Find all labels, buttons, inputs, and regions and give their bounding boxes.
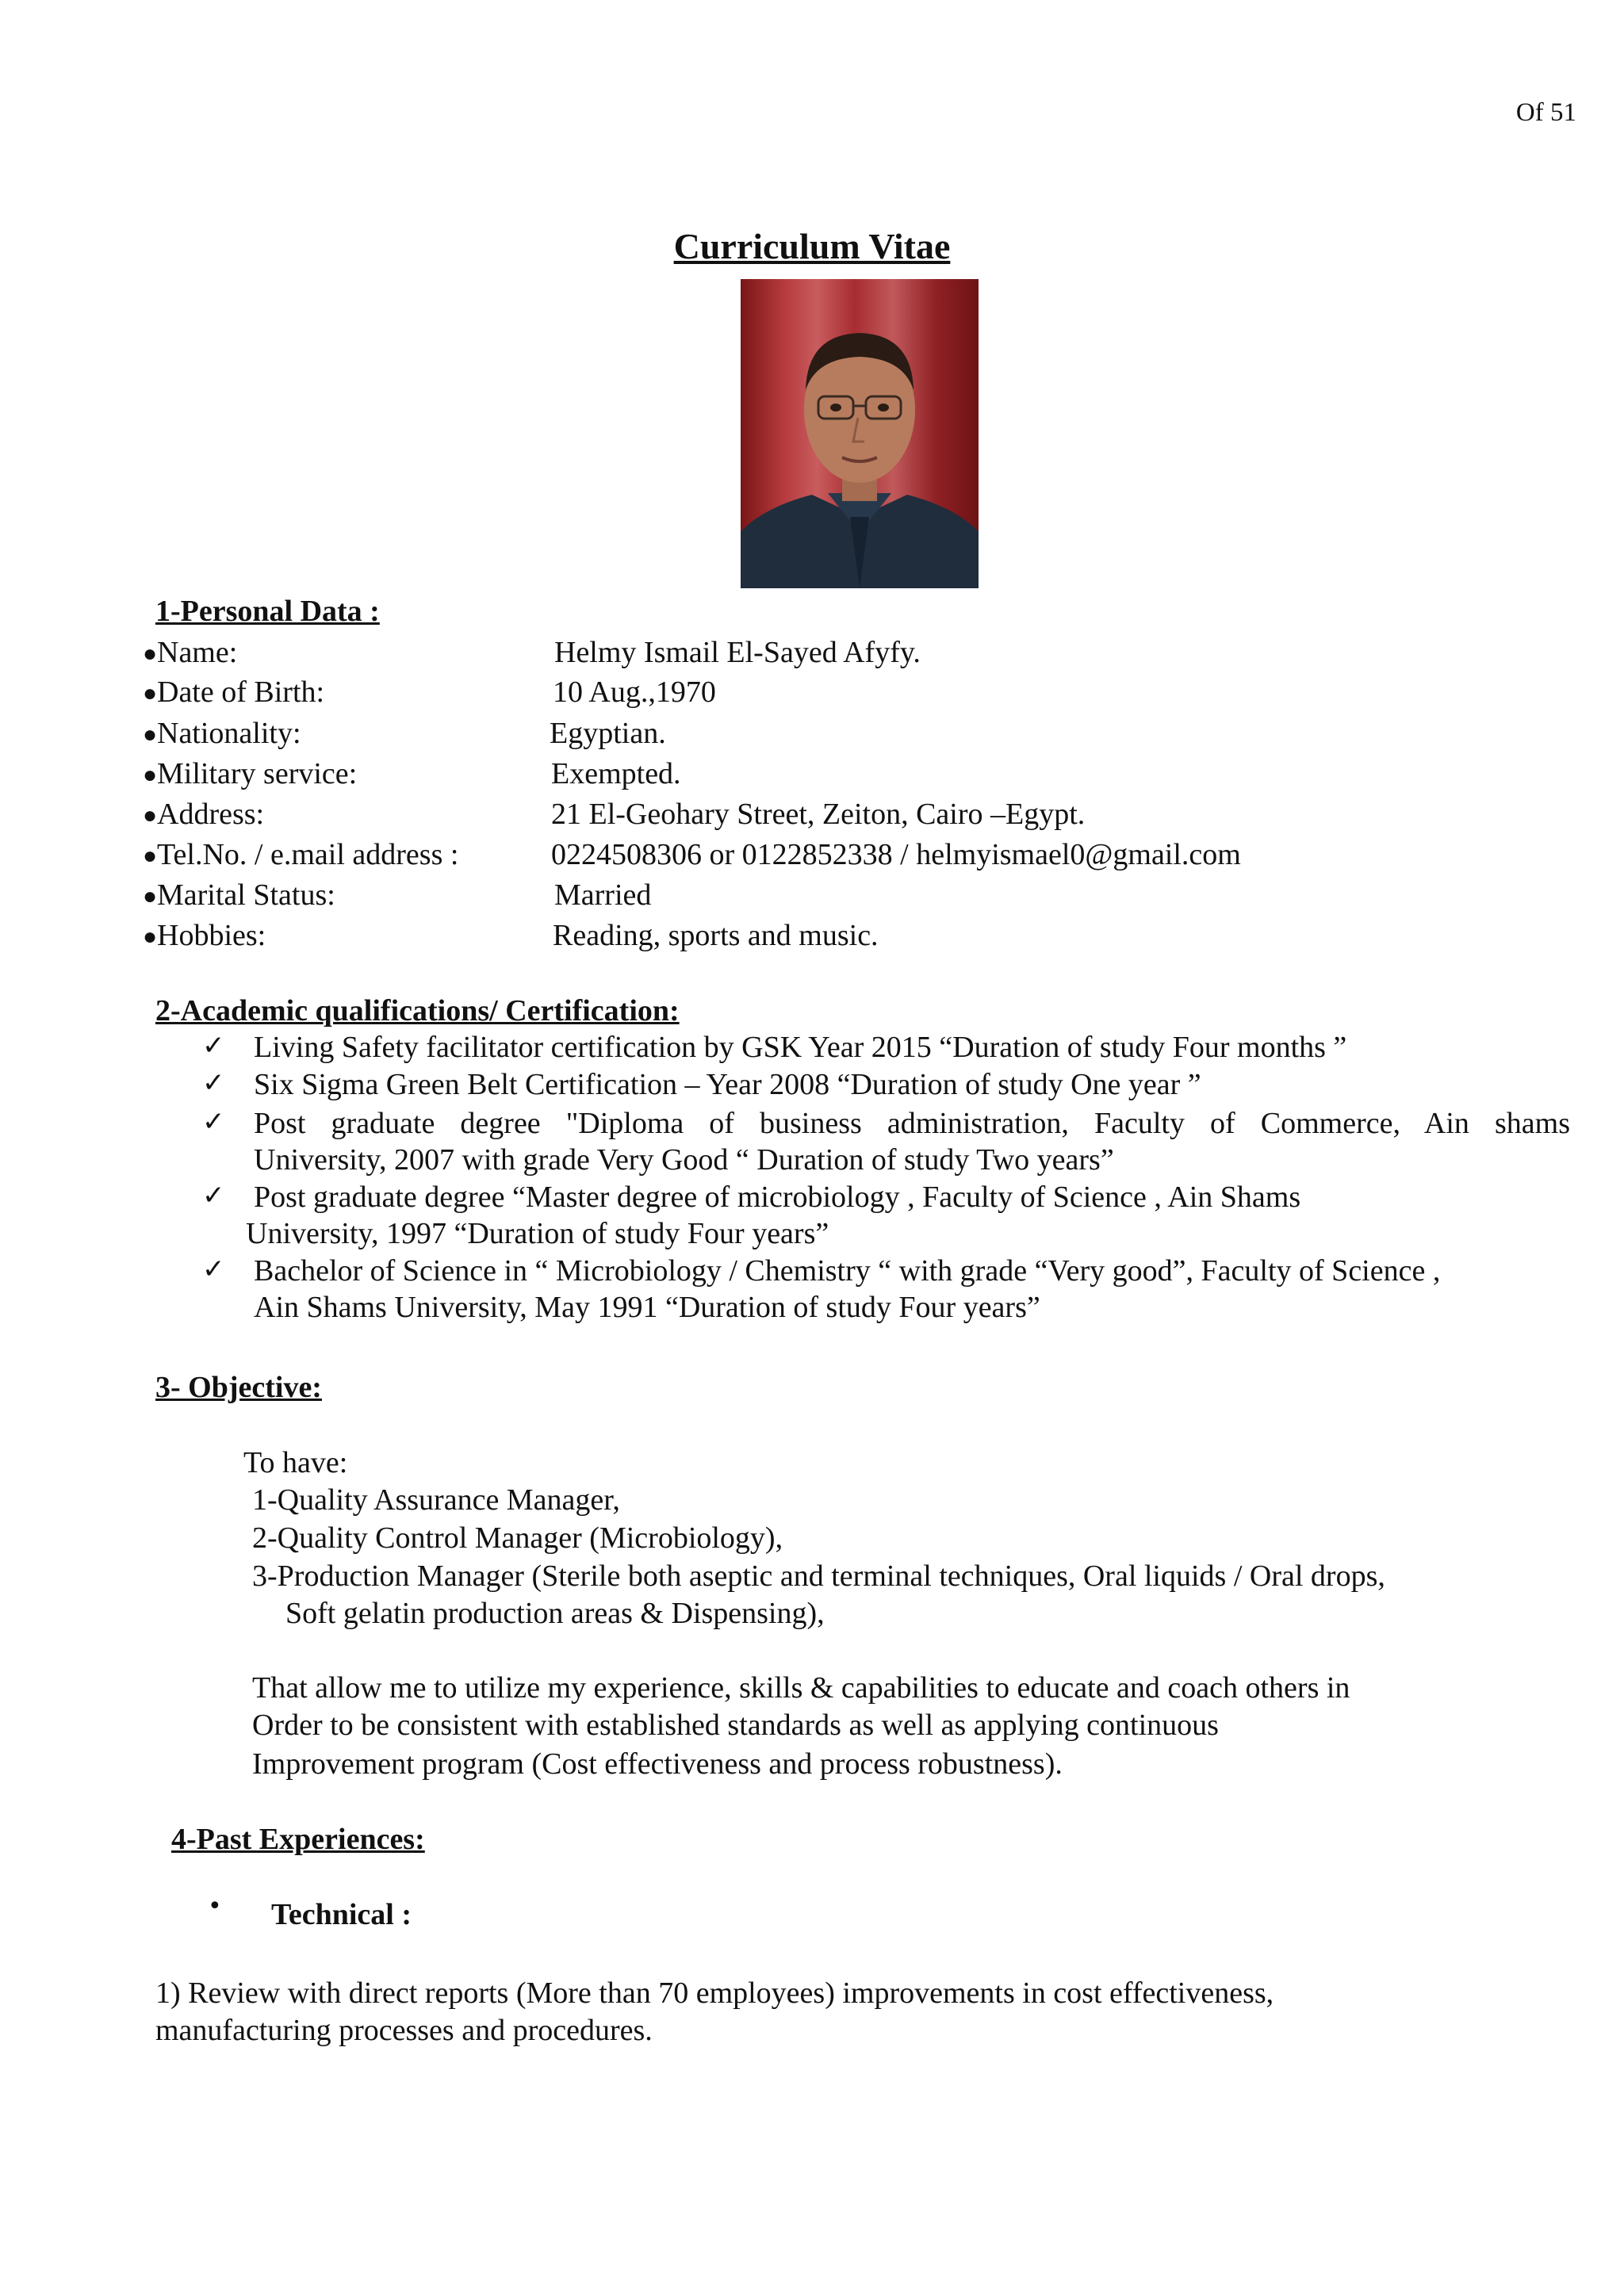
objective-paragraph-line: Order to be consistent with established standards as well as applying continuous xyxy=(252,1709,1219,1742)
personal-data-label: Address: xyxy=(157,798,265,831)
personal-data-value: Egyptian. xyxy=(550,717,666,750)
personal-data-row xyxy=(143,877,1491,916)
personal-data-label: Military service: xyxy=(157,757,358,790)
checkmark-icon: ✓ xyxy=(202,1106,225,1138)
personal-data-label: Hobbies: xyxy=(157,919,266,952)
personal-data-value: 21 El-Geohary Street, Zeiton, Cairo –Egypt. xyxy=(551,798,1086,831)
objective-item-continuation: Soft gelatin production areas & Dispensing), xyxy=(285,1597,825,1630)
past-experiences-heading: 4-Past Experiences: xyxy=(171,1823,425,1856)
personal-data-label: Name: xyxy=(157,636,238,669)
bullet-icon: ● xyxy=(143,924,158,950)
academic-item-line: Post graduate degree "Diploma of business administration, Faculty of Commerce, Ain shams xyxy=(254,1107,1570,1140)
personal-data-label: Marital Status: xyxy=(157,878,335,912)
academic-item-line: University, 1997 “Duration of study Four years” xyxy=(246,1216,829,1250)
academic-item-line: University, 2007 with grade Very Good “ Duration of study Two years” xyxy=(254,1142,1114,1177)
experience-item-line: manufacturing processes and procedures. xyxy=(155,2014,653,2047)
bullet-icon: ● xyxy=(143,762,158,788)
checkmark-icon: ✓ xyxy=(202,1030,225,1062)
bullet-icon: ● xyxy=(143,883,158,909)
bullet-icon: ● xyxy=(143,680,158,706)
academic-item-line: Post graduate degree “Master degree of microbiology , Faculty of Science , Ain Shams xyxy=(254,1181,1301,1214)
personal-data-row xyxy=(143,756,1491,795)
personal-data-row xyxy=(143,634,1491,674)
person-portrait-photo-icon xyxy=(741,279,979,588)
personal-data-row xyxy=(143,715,1491,755)
objective-item: 1-Quality Assurance Manager, xyxy=(252,1483,620,1517)
bullet-icon: • xyxy=(208,1892,222,1920)
personal-data-row xyxy=(143,836,1491,876)
personal-data-row xyxy=(143,917,1491,957)
academic-item-line: Six Sigma Green Belt Certification – Year 2008 “Duration of study One year ” xyxy=(254,1068,1201,1101)
page-title: Curriculum Vitae xyxy=(673,226,951,266)
personal-data-label: Nationality: xyxy=(157,717,301,750)
personal-data-heading: 1-Personal Data : xyxy=(155,595,380,628)
academic-item-line: Bachelor of Science in “ Microbiology / Chemistry “ with grade “Very good”, Faculty of Science , xyxy=(254,1254,1441,1288)
personal-data-row xyxy=(143,674,1491,714)
checkmark-icon: ✓ xyxy=(202,1180,225,1211)
objective-paragraph-line: Improvement program (Cost effectiveness and process robustness). xyxy=(252,1747,1063,1781)
bullet-icon: ● xyxy=(143,641,158,667)
personal-data-value: Exempted. xyxy=(551,757,681,790)
objective-heading: 3- Objective: xyxy=(155,1371,322,1404)
personal-data-label: Date of Birth: xyxy=(157,675,325,709)
personal-data-value: Reading, sports and music. xyxy=(553,919,879,952)
technical-label: Technical : xyxy=(271,1898,412,1931)
academic-item-line: Ain Shams University, May 1991 “Duration of study Four years” xyxy=(254,1290,1040,1324)
objective-intro: To have: xyxy=(243,1446,348,1479)
bullet-icon: ● xyxy=(143,843,158,869)
personal-data-row xyxy=(143,796,1491,836)
academic-heading: 2-Academic qualifications/ Certification: xyxy=(155,994,680,1027)
checkmark-icon: ✓ xyxy=(202,1253,225,1285)
page-number: Of 51 xyxy=(1515,98,1576,127)
personal-data-value: 0224508306 or 0122852338 / helmyismael0@gmail.com xyxy=(551,838,1241,871)
profile-photo xyxy=(741,279,979,588)
bullet-icon: ● xyxy=(143,721,158,748)
personal-data-value: Helmy Ismail El-Sayed Afyfy. xyxy=(554,636,921,669)
bullet-icon: ● xyxy=(143,802,158,828)
personal-data-value: Married xyxy=(554,878,652,912)
objective-item: 2-Quality Control Manager (Microbiology), xyxy=(252,1521,783,1555)
personal-data-value: 10 Aug.,1970 xyxy=(553,675,716,709)
checkmark-icon: ✓ xyxy=(202,1067,225,1099)
personal-data-label: Tel.No. / e.mail address : xyxy=(157,838,459,871)
objective-paragraph-line: That allow me to utilize my experience, skills & capabilities to educate and coach others in xyxy=(252,1671,1350,1705)
experience-item-line: 1) Review with direct reports (More than 70 employees) improvements in cost effectiveness, xyxy=(155,1976,1274,2010)
objective-item: 3-Production Manager (Sterile both aseptic and terminal techniques, Oral liquids / Oral drops, xyxy=(252,1559,1385,1593)
academic-item-line: Living Safety facilitator certification by GSK Year 2015 “Duration of study Four months ” xyxy=(254,1031,1347,1064)
